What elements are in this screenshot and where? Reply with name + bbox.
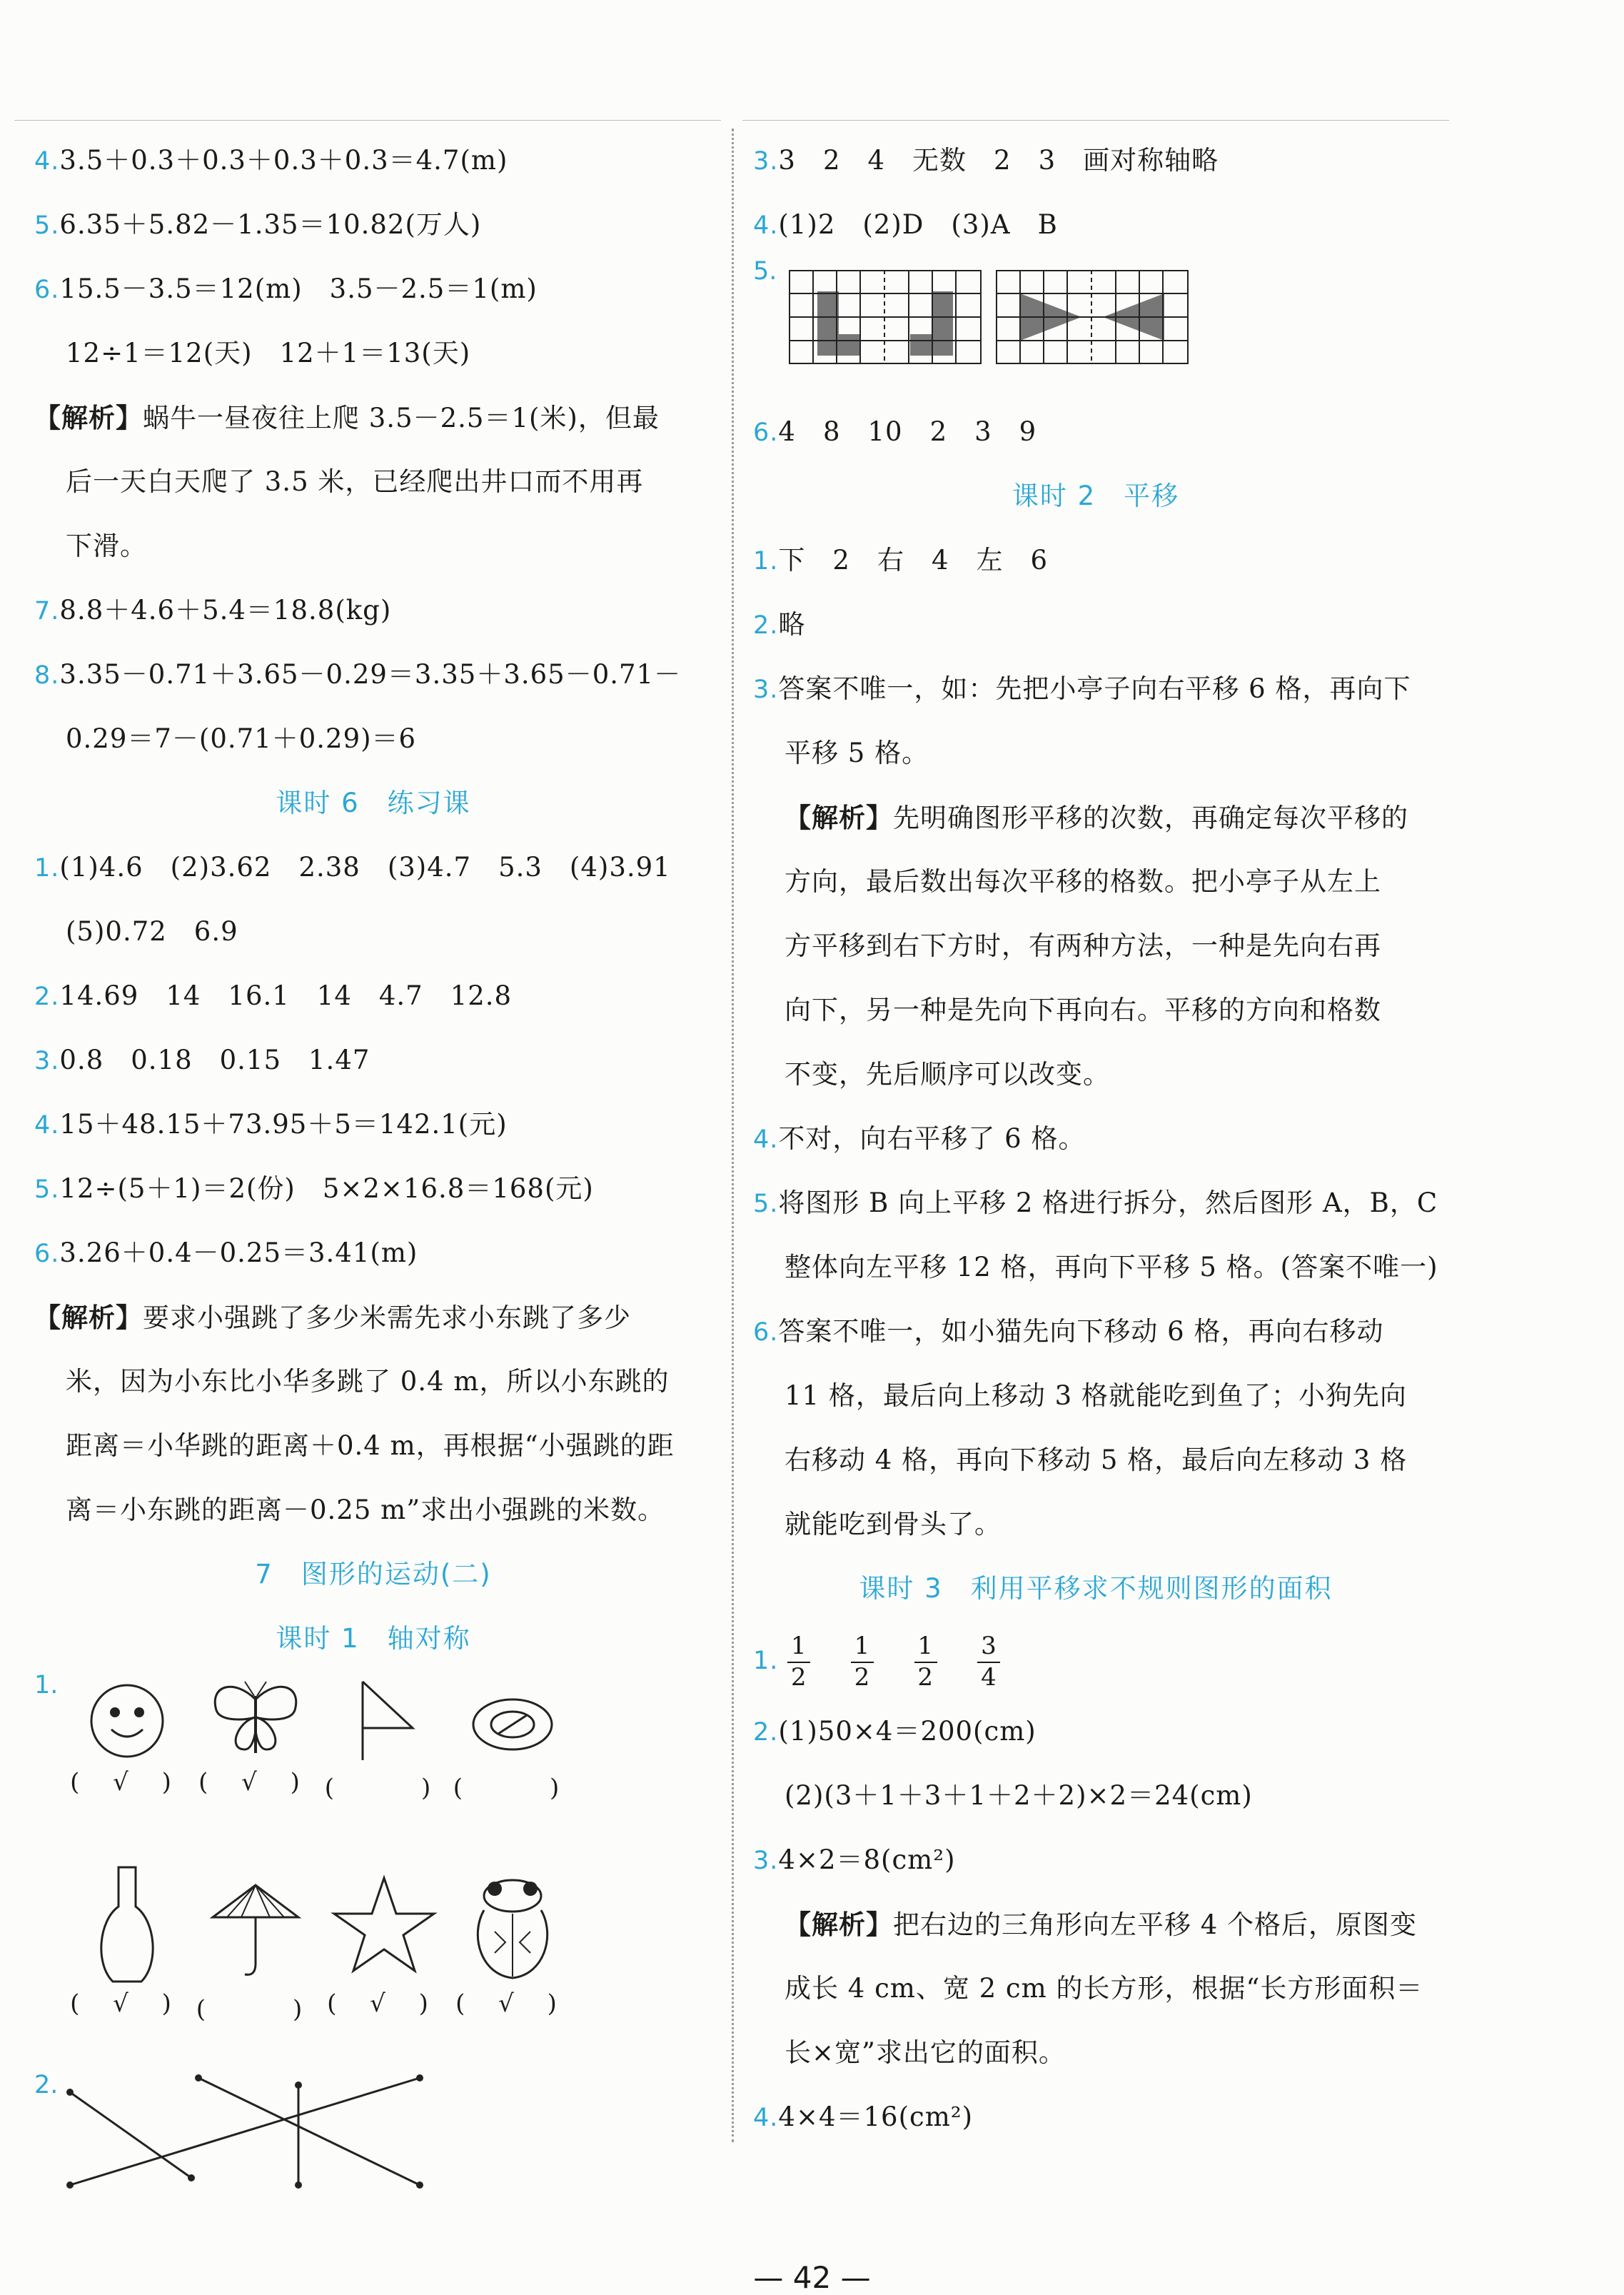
- answer-line: (2)(3＋1＋3＋1＋2＋2)×2＝24(cm): [785, 1780, 1253, 1811]
- section-heading: 课时 1 轴对称: [276, 1623, 471, 1654]
- analysis-line: 方向，最后数出每次平移的格数。把小亭子从左上: [785, 866, 1381, 897]
- flag-icon: [341, 1678, 427, 1764]
- analysis-line: 米，因为小东比小华多跳了 0.4 m，所以小东跳的: [66, 1366, 670, 1397]
- column-divider: [732, 129, 734, 2142]
- answer-line: 1.下 2 右 4 左 6: [753, 545, 1049, 576]
- cicada-icon: [466, 1864, 559, 1985]
- section-heading: 课时 2 平移: [1012, 481, 1180, 511]
- answer-line: 11 格，最后向上移动 3 格就能吃到鱼了；小狗先向: [785, 1380, 1407, 1411]
- analysis-line: 后一天白天爬了 3.5 米，已经爬出井口而不用再: [66, 466, 644, 497]
- symmetry-figures-row-1: [34, 1671, 712, 1864]
- top-rule-left: [14, 120, 721, 121]
- answer-line: 4.4×4＝16(cm²): [753, 2101, 974, 2132]
- answer-line: 2.14.69 14 16.1 14 4.7 12.8: [34, 980, 513, 1011]
- matching-lines-diagram: [63, 2071, 434, 2192]
- answer-line: 4.3.5＋0.3＋0.3＋0.3＋0.3＝4.7(m): [34, 145, 508, 176]
- section-heading: 课时 3 利用平移求不规则图形的面积: [859, 1573, 1333, 1604]
- answer-line: 就能吃到骨头了。: [785, 1509, 1002, 1540]
- analysis-line: 【解析】把右边的三角形向左平移 4 个格后，原图变: [785, 1909, 1418, 1940]
- right-column: [753, 129, 1438, 2149]
- no-sign-figure: [448, 1678, 577, 1803]
- analysis-line: 【解析】要求小强跳了多少米需先求小东跳了多少: [34, 1302, 631, 1333]
- answer-line: 7.8.8＋4.6＋5.4＝18.8(kg): [34, 595, 392, 626]
- butterfly-figure: [191, 1678, 320, 1797]
- analysis-line: 离＝小东跳的距离－0.25 m”求出小强跳的米数。: [66, 1495, 665, 1525]
- answer-line: 4.(1)2 (2)D (3)A B: [753, 209, 1058, 240]
- answer-line: 4.不对，向右平移了 6 格。: [753, 1123, 1086, 1154]
- fraction: $\frac{1}{2}$: [851, 1633, 874, 1691]
- answer-mark: ( √ ): [70, 1989, 184, 2018]
- answer-line: 5.12÷(5＋1)＝2(份) 5×2×16.8＝168(元): [34, 1173, 594, 1204]
- answer-line: 0.29＝7－(0.71＋0.29)＝6: [66, 723, 417, 754]
- analysis-line: 距离＝小华跳的距离＋0.4 m，再根据“小强跳的距: [66, 1430, 675, 1461]
- grid-answer: [753, 257, 1438, 400]
- vase-figure: [63, 1864, 191, 2018]
- fraction-answer-line: 1. $\frac{1}{2}$ $\frac{1}{2}$ $\frac{1}{2}$ $\frac{3}{4}$: [753, 1621, 1438, 1699]
- left-column: [34, 129, 712, 2199]
- analysis-line: 【解析】蜗牛一昼夜往上爬 3.5－2.5＝1(米)，但最: [34, 402, 660, 433]
- answer-line: 2.(1)50×4＝200(cm): [753, 1716, 1037, 1747]
- answer-line: 5.6.35＋5.82－1.35＝10.82(万人): [34, 209, 482, 240]
- analysis-line: 方平移到右下方时，有两种方法，一种是先向右再: [785, 930, 1381, 961]
- smiley-figure: [63, 1678, 191, 1797]
- answer-line: (5)0.72 6.9: [66, 916, 238, 947]
- analysis-line: 向下，另一种是先向下再向右。平移的方向和格数: [785, 995, 1381, 1025]
- star-figure: [320, 1864, 448, 2018]
- answer-mark: ( √ ): [198, 1768, 313, 1797]
- grid-figure-1: [789, 270, 982, 370]
- grid-figure-2: [996, 270, 1189, 370]
- star-icon: [331, 1864, 438, 1985]
- answer-line: 平移 5 格。: [785, 738, 929, 768]
- analysis-line: 长×宽”求出它的面积。: [785, 2037, 1066, 2068]
- answer-line: 3.4×2＝8(cm²): [753, 1844, 956, 1875]
- question-number: 1.: [34, 1671, 59, 1699]
- oval-sign-icon: [466, 1678, 559, 1764]
- answer-mark: ( ): [324, 1774, 444, 1802]
- answer-line: 3.答案不唯一，如：先把小亭子向右平移 6 格，再向下: [753, 673, 1411, 704]
- answer-line: 3.0.8 0.18 0.15 1.47: [34, 1045, 370, 1075]
- answer-mark: ( ): [196, 1995, 316, 2024]
- matching-lines: [34, 2071, 712, 2199]
- page-number: — 42 —: [753, 2260, 871, 2295]
- butterfly-icon: [206, 1678, 306, 1764]
- answer-line: 3.3 2 4 无数 2 3 画对称轴略: [753, 145, 1219, 176]
- question-number: 2.: [34, 2071, 59, 2099]
- fraction: $\frac{3}{4}$: [977, 1633, 1000, 1691]
- analysis-line: 【解析】先明确图形平移的次数，再确定每次平移的: [785, 802, 1408, 833]
- top-rule-right: [742, 120, 1449, 121]
- answer-line: 整体向左平移 12 格，再向下平移 5 格。(答案不唯一): [785, 1252, 1438, 1282]
- answer-line: 2.略: [753, 609, 806, 640]
- umbrella-icon: [206, 1864, 306, 1985]
- smiley-icon: [84, 1678, 170, 1764]
- answer-mark: ( ): [453, 1774, 573, 1802]
- fraction: $\frac{1}{2}$: [787, 1633, 810, 1691]
- answer-line: 8.3.35－0.71＋3.65－0.29＝3.35＋3.65－0.71－: [34, 659, 682, 690]
- answer-line: 6.答案不唯一，如小猫先向下移动 6 格，再向右移动: [753, 1316, 1384, 1347]
- answer-line: 6.15.5－3.5＝12(m) 3.5－2.5＝1(m): [34, 273, 538, 304]
- answer-line: 右移动 4 格，再向下移动 5 格，最后向左移动 3 格: [785, 1445, 1408, 1475]
- answer-line: 6.4 8 10 2 3 9: [753, 416, 1037, 447]
- vase-icon: [84, 1864, 170, 1985]
- fraction: $\frac{1}{2}$: [914, 1633, 937, 1691]
- answer-line: 5.将图形 B 向上平移 2 格进行拆分，然后图形 A，B，C: [753, 1187, 1438, 1218]
- section-heading: 课时 6 练习课: [276, 788, 471, 818]
- cicada-figure: [448, 1864, 577, 2018]
- flag-figure: [320, 1678, 448, 1803]
- question-number: 5.: [753, 257, 777, 286]
- symmetry-figures-row-2: [34, 1864, 712, 2071]
- analysis-line: 下滑。: [66, 531, 147, 561]
- answer-line: 6.3.26＋0.4－0.25＝3.41(m): [34, 1237, 418, 1268]
- answer-mark: ( √ ): [70, 1768, 184, 1797]
- analysis-line: 成长 4 cm、宽 2 cm 的长方形，根据“长方形面积＝: [785, 1973, 1423, 2004]
- answer-line: 4.15＋48.15＋73.95＋5＝142.1(元): [34, 1109, 508, 1140]
- answer-line: 1.(1)4.6 (2)3.62 2.38 (3)4.7 5.3 (4)3.91: [34, 852, 671, 883]
- answer-line: 12÷1＝12(天) 12＋1＝13(天): [66, 338, 471, 368]
- answer-mark: ( √ ): [327, 1989, 441, 2018]
- answer-mark: ( √ ): [455, 1989, 570, 2018]
- analysis-line: 不变，先后顺序可以改变。: [785, 1059, 1110, 1090]
- umbrella-figure: [191, 1864, 320, 2024]
- unit-heading: 7 图形的运动(二): [255, 1559, 492, 1590]
